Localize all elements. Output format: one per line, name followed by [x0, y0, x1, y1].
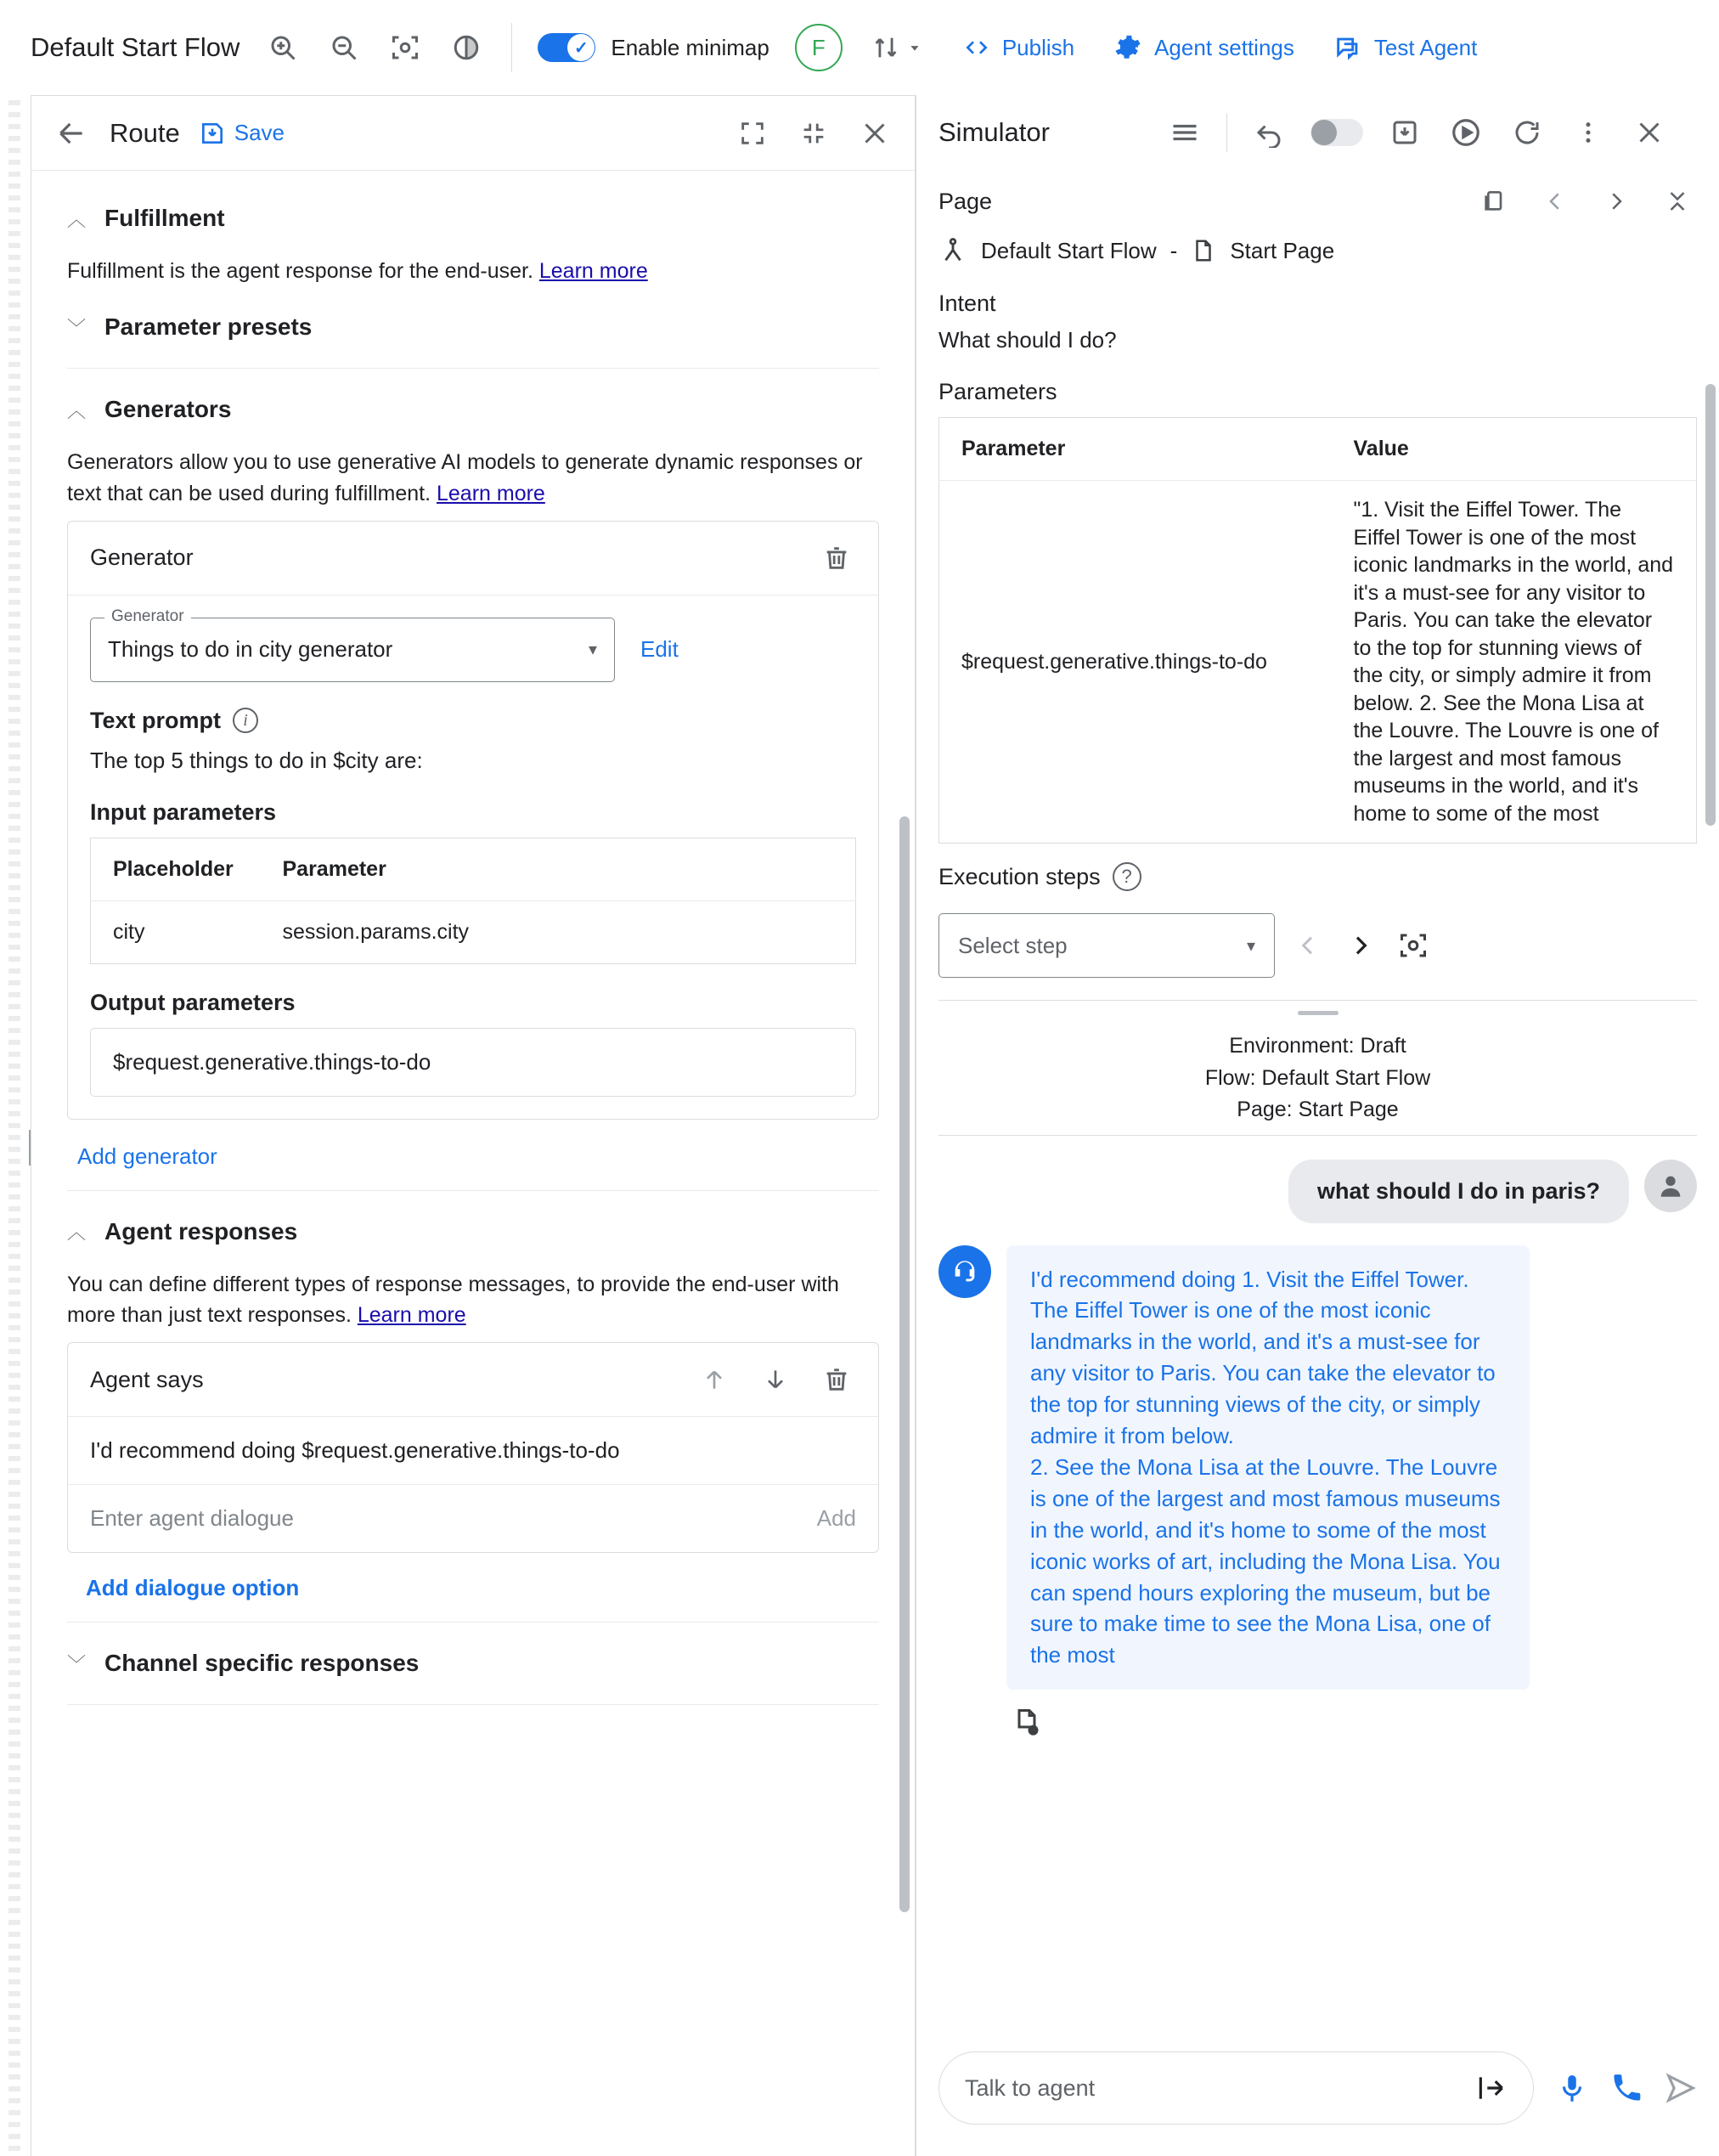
intent-label: Intent	[938, 291, 996, 316]
collapse-icon[interactable]	[794, 114, 833, 153]
agent-dialogue-input[interactable]: Enter agent dialogue	[90, 1505, 294, 1532]
add-dialogue-button[interactable]: Add	[816, 1505, 856, 1532]
minimap-label: Enable minimap	[611, 34, 769, 60]
help-icon[interactable]: ?	[1113, 862, 1141, 891]
table-header-row	[939, 418, 1697, 481]
generators-description	[67, 447, 879, 509]
agent-responses-title: Agent responses	[104, 1217, 298, 1244]
submit-icon[interactable]	[1475, 2072, 1508, 2104]
channel-specific-title: Channel specific responses	[104, 1650, 420, 1677]
table-header-row	[91, 838, 856, 900]
prev-step-icon[interactable]	[1288, 926, 1327, 965]
col-placeholder: Placeholder	[91, 838, 261, 900]
col-parameter: Parameter	[261, 838, 856, 900]
chevron-up-icon: ︿	[67, 399, 87, 421]
chevron-down-icon: ▾	[1246, 936, 1255, 956]
agent-responses-learn-more-link[interactable]: Learn more	[357, 1303, 466, 1327]
restart-icon[interactable]	[1508, 113, 1547, 152]
move-up-icon[interactable]	[695, 1360, 734, 1399]
agent-says-header	[68, 1343, 878, 1417]
canvas-controls	[263, 28, 486, 67]
back-arrow-icon[interactable]	[52, 114, 91, 153]
environment-line: Environment: Draft	[1229, 1034, 1406, 1058]
generator-card	[67, 521, 879, 1120]
simulator-detail-scrollbar[interactable]	[1705, 384, 1716, 826]
phone-icon[interactable]	[1610, 2072, 1643, 2104]
composer	[916, 2020, 1719, 2156]
publish-label: Publish	[1001, 34, 1075, 60]
generator-select[interactable]	[90, 607, 615, 682]
output-parameters-label: Output parameters	[90, 989, 296, 1015]
page-label: Page	[938, 188, 993, 214]
simulator-detail-area	[916, 170, 1719, 1015]
publish-button[interactable]	[963, 34, 1074, 61]
expand-icon[interactable]	[733, 114, 772, 153]
agent-dialogue-input-row	[68, 1485, 878, 1552]
chevron-down-icon	[905, 38, 924, 57]
avatar[interactable]: F	[795, 24, 843, 71]
route-panel	[31, 95, 916, 2156]
close-icon[interactable]	[855, 114, 894, 153]
reset-view-icon[interactable]	[447, 28, 486, 67]
person-icon	[1656, 1171, 1685, 1200]
cell-value: "1. Visit the Eiffel Tower. The Eiffel Tower is one of the most iconic landmarks in the world, and it's a must-see for any visitor to Paris. You can take the elevator to the top for stunning views of the city, or simply admire it from below. 2. See the Mona Lisa at the Louvre. The Louvre is one of the largest and most famous museums in the world, and it's home to some of the most	[1353, 498, 1674, 826]
page-section-header	[938, 182, 1697, 221]
next-page-icon[interactable]	[1597, 182, 1636, 221]
conversation-meta	[938, 1030, 1697, 1126]
send-icon[interactable]	[1665, 2072, 1697, 2104]
simulator-header	[916, 95, 1719, 170]
user-avatar	[1644, 1160, 1697, 1212]
check-icon: ✓	[567, 34, 595, 61]
select-step-dropdown[interactable]	[938, 913, 1275, 978]
col-parameter: Parameter	[939, 418, 1332, 481]
chevron-down-icon: ﹀	[67, 1653, 87, 1675]
zoom-out-icon[interactable]	[324, 28, 364, 67]
conversation-area	[916, 1015, 1719, 2020]
canvas-edge-pattern	[8, 100, 20, 2156]
route-panel-body	[31, 171, 915, 2156]
left-panel-scrollbar[interactable]	[899, 816, 910, 1912]
fit-to-screen-icon[interactable]	[386, 28, 425, 67]
save-icon	[199, 120, 226, 147]
document-info-icon	[1012, 1705, 1042, 1739]
table-row	[939, 481, 1697, 844]
agent-message-row	[938, 1245, 1697, 1690]
simulator-panel	[916, 95, 1719, 2156]
agent-settings-label: Agent settings	[1154, 34, 1294, 60]
generator-select-legend: Generator	[104, 607, 191, 626]
agent-says-card	[67, 1342, 879, 1553]
agent-responses-description	[67, 1269, 879, 1331]
text-prompt-label-row	[90, 708, 856, 734]
agent-avatar	[938, 1245, 991, 1298]
section-channel-specific-responses[interactable]	[67, 1634, 879, 1692]
minimap-switch[interactable]	[538, 33, 595, 62]
play-icon[interactable]	[1446, 113, 1485, 152]
conversation-meta-divider	[938, 1135, 1697, 1136]
sort-icon	[871, 33, 900, 62]
route-panel-header	[31, 96, 915, 171]
select-step-value: Select step	[958, 932, 1068, 958]
section-parameter-presets[interactable]	[67, 298, 879, 356]
intent-value: What should I do?	[938, 327, 1117, 353]
parameters-table	[938, 417, 1697, 844]
output-parameter-field[interactable]: $request.generative.things-to-do	[90, 1028, 856, 1097]
input-parameters-label-row	[90, 799, 856, 826]
edit-generator-link[interactable]: Edit	[640, 636, 679, 663]
generators-title: Generators	[104, 396, 232, 423]
response-details-button[interactable]	[1012, 1705, 1697, 1739]
cell-placeholder: city	[113, 919, 145, 944]
generators-learn-more-link[interactable]: Learn more	[436, 481, 545, 505]
fulfillment-learn-more-link[interactable]: Learn more	[538, 259, 648, 283]
page-icon	[1191, 236, 1216, 265]
cell-parameter: session.params.city	[282, 919, 470, 944]
move-down-icon[interactable]	[756, 1360, 795, 1399]
sort-control[interactable]	[871, 33, 924, 62]
agent-says-title: Agent says	[90, 1366, 204, 1392]
input-parameters-label: Input parameters	[90, 799, 277, 825]
header-divider	[1226, 113, 1227, 152]
more-options-icon[interactable]	[1569, 113, 1608, 152]
simulator-toggle[interactable]	[1310, 119, 1363, 146]
top-toolbar	[0, 0, 1719, 95]
toolbar-divider	[511, 23, 512, 72]
page-breadcrumb	[938, 236, 1697, 265]
headset-icon	[950, 1257, 979, 1286]
test-agent-label: Test Agent	[1373, 34, 1478, 60]
generator-card-title: Generator	[90, 545, 194, 571]
prev-page-icon[interactable]	[1536, 182, 1575, 221]
add-dialogue-option-button[interactable]: Add dialogue option	[86, 1575, 300, 1601]
flow-title: Default Start Flow	[31, 32, 240, 62]
microphone-icon[interactable]	[1556, 2072, 1588, 2104]
section-agent-responses[interactable]	[67, 1203, 879, 1261]
composer-placeholder: Talk to agent	[965, 2074, 1096, 2101]
close-simulator-icon[interactable]	[1630, 113, 1669, 152]
collapse-detail-icon[interactable]	[1658, 182, 1697, 221]
talk-to-agent-input[interactable]	[938, 2052, 1534, 2125]
simulator-title: Simulator	[938, 117, 1050, 147]
generator-card-body	[68, 595, 878, 1119]
save-label: Save	[234, 120, 285, 145]
parameters-label: Parameters	[938, 379, 1057, 404]
parameter-presets-title: Parameter presets	[104, 313, 313, 341]
execution-steps-label-row	[938, 862, 1697, 891]
download-icon[interactable]	[1385, 113, 1424, 152]
output-parameters-label-row	[90, 990, 856, 1016]
flow-line: Flow: Default Start Flow	[1204, 1065, 1431, 1090]
col-value: Value	[1332, 418, 1697, 481]
flow-name: Default Start Flow	[981, 237, 1157, 263]
agent-message	[1006, 1245, 1530, 1690]
page-name: Start Page	[1230, 237, 1335, 263]
page-line: Page: Start Page	[1237, 1098, 1399, 1121]
focus-step-icon[interactable]	[1394, 926, 1433, 965]
user-message: what should I do in paris?	[1288, 1160, 1629, 1223]
text-prompt-value: The top 5 things to do in $city are:	[90, 747, 423, 773]
generator-select-value: Things to do in city generator	[108, 636, 393, 663]
minimap-toggle[interactable]	[538, 33, 769, 62]
route-panel-title: Route	[110, 117, 180, 148]
chat-icon	[1333, 33, 1362, 62]
agent-message-part2: 2. See the Mona Lisa at the Louvre. The Louvre is one of the largest and most famous museums in the world, and it's home to some of the most iconic works of art, including the Mona Lisa. You can spend hours exploring the museum, but be sure to make time to see the Mona Lisa, one of the most	[1030, 1453, 1501, 1668]
zoom-in-icon[interactable]	[263, 28, 302, 67]
input-parameters-table	[90, 838, 856, 964]
save-button[interactable]	[199, 120, 285, 147]
execution-steps-label: Execution steps	[938, 863, 1101, 889]
add-generator-button[interactable]: Add generator	[77, 1143, 217, 1169]
chevron-up-icon: ︿	[67, 208, 87, 230]
info-icon[interactable]: i	[233, 708, 258, 733]
toggle-knob	[1311, 120, 1337, 145]
cell-parameter: $request.generative.things-to-do	[961, 649, 1267, 674]
undo-icon[interactable]	[1249, 113, 1288, 152]
fulfillment-description-text: Fulfillment is the agent response for the end-user.	[67, 259, 533, 283]
chevron-up-icon: ︿	[67, 1222, 87, 1244]
next-step-icon[interactable]	[1341, 926, 1380, 965]
user-message-row	[938, 1160, 1697, 1223]
agent-responses-description-text: You can define different types of response messages, to provide the end-user with more than just text responses.	[67, 1272, 839, 1327]
chevron-down-icon: ▾	[588, 641, 597, 660]
execution-steps-controls	[938, 913, 1697, 978]
delete-generator-icon[interactable]	[817, 539, 856, 578]
simulator-divider	[938, 1000, 1697, 1001]
fulfillment-description	[67, 256, 879, 286]
agent-settings-button[interactable]	[1113, 33, 1294, 62]
text-prompt-label: Text prompt	[90, 707, 221, 733]
agent-message-part1: I'd recommend doing 1. Visit the Eiffel Tower. The Eiffel Tower is one of the most iconic landmarks in the world, and it's a must-see for any visitor to Paris. You can take the elevator to the top for stunning views of the city, or simply admire it from below.	[1030, 1266, 1496, 1449]
code-icon	[963, 34, 990, 61]
agent-says-response-text[interactable]: I'd recommend doing $request.generative.things-to-do	[68, 1417, 878, 1485]
breadcrumb-separator: -	[1169, 237, 1178, 263]
flow-icon	[938, 236, 967, 265]
list-view-icon[interactable]	[1165, 113, 1204, 152]
table-row	[91, 900, 856, 963]
fulfillment-title: Fulfillment	[104, 205, 225, 231]
section-fulfillment[interactable]	[67, 189, 879, 247]
generator-card-header	[68, 522, 878, 595]
gear-icon	[1113, 33, 1142, 62]
copy-icon[interactable]	[1474, 182, 1513, 221]
section-generators[interactable]	[67, 381, 879, 438]
generators-description-text: Generators allow you to use generative AI models to generate dynamic responses or text that can be used during fulfillment.	[67, 450, 863, 505]
chevron-down-icon: ﹀	[67, 317, 87, 339]
test-agent-button[interactable]	[1333, 33, 1477, 62]
delete-response-icon[interactable]	[817, 1360, 856, 1399]
